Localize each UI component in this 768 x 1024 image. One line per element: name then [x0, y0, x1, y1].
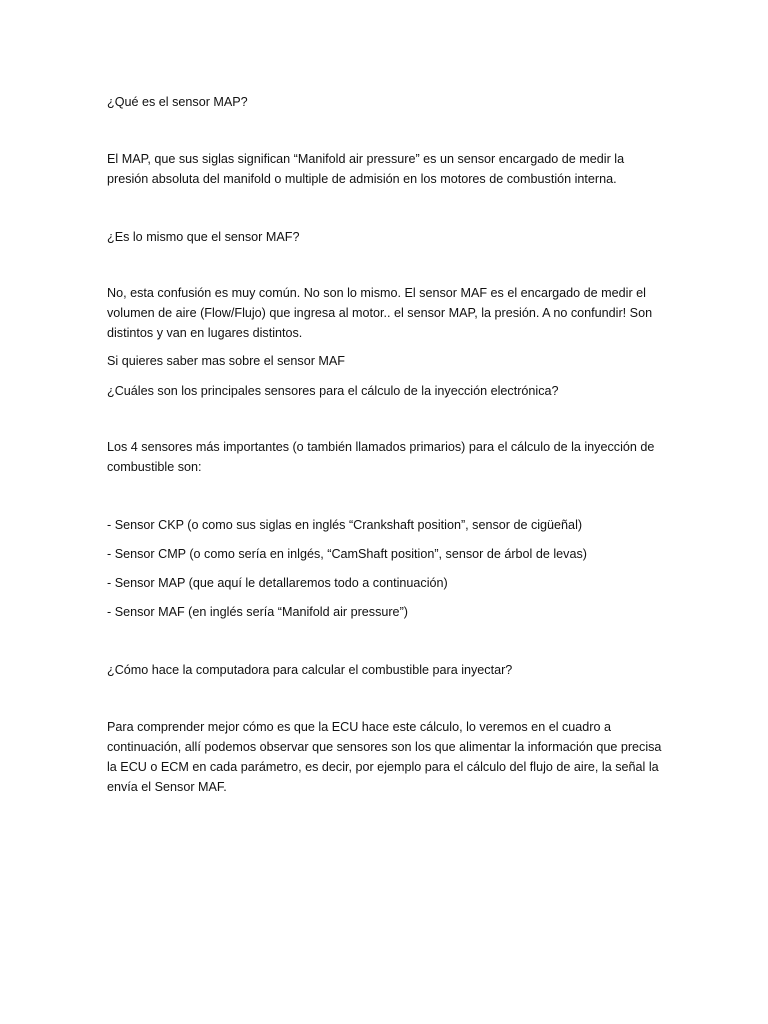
paragraph-map-definition: El MAP, que sus siglas significan “Manifold air pressure” es un sensor encargado de medir la presión absoluta del manifold o multiple de admisión en los motores de combustión interna. — [107, 152, 625, 186]
list-item-map: - Sensor MAP (que aquí le detallaremos todo a continuación) — [107, 576, 448, 590]
paragraph-ecu-calculo: Para comprender mejor cómo es que la ECU hace este cálculo, lo veremos en el cuadro a continuación, allí podemos observar que sensores son los que alimentar la información que precisa la ECU o ECM en cada parámetro, es decir, por ejemplo para el cálculo del flujo de aire, la señal la envía el Sensor MAF. — [107, 720, 662, 794]
list-item-ckp: - Sensor CKP (o como sus siglas en inglés “Crankshaft position”, sensor de cigüeñal) — [107, 518, 583, 532]
heading-principales-sensores: ¿Cuáles son los principales sensores para el cálculo de la inyección electrónica? — [107, 384, 559, 398]
heading-como-calcula: ¿Cómo hace la computadora para calcular el combustible para inyectar? — [107, 663, 513, 677]
heading-que-es-map: ¿Qué es el sensor MAP? — [107, 95, 248, 109]
heading-es-lo-mismo-maf: ¿Es lo mismo que el sensor MAF? — [107, 230, 300, 244]
paragraph-map-vs-maf: No, esta confusión es muy común. No son lo mismo. El sensor MAF es el encargado de medir el volumen de aire (Flow/Flujo) que ingresa al motor.. el sensor MAP, la presión. A no confundir! Son distintos y van en lugares distintos. — [107, 286, 653, 340]
list-item-maf: - Sensor MAF (en inglés sería “Manifold air pressure”) — [107, 605, 408, 619]
list-item-cmp: - Sensor CMP (o como sería en inlgés, “CamShaft position”, sensor de árbol de levas) — [107, 547, 587, 561]
paragraph-4-sensores: Los 4 sensores más importantes (o también llamados primarios) para el cálculo de la inyección de combustible son: — [107, 440, 655, 474]
link-text-saber-mas-maf: Si quieres saber mas sobre el sensor MAF — [107, 354, 345, 368]
